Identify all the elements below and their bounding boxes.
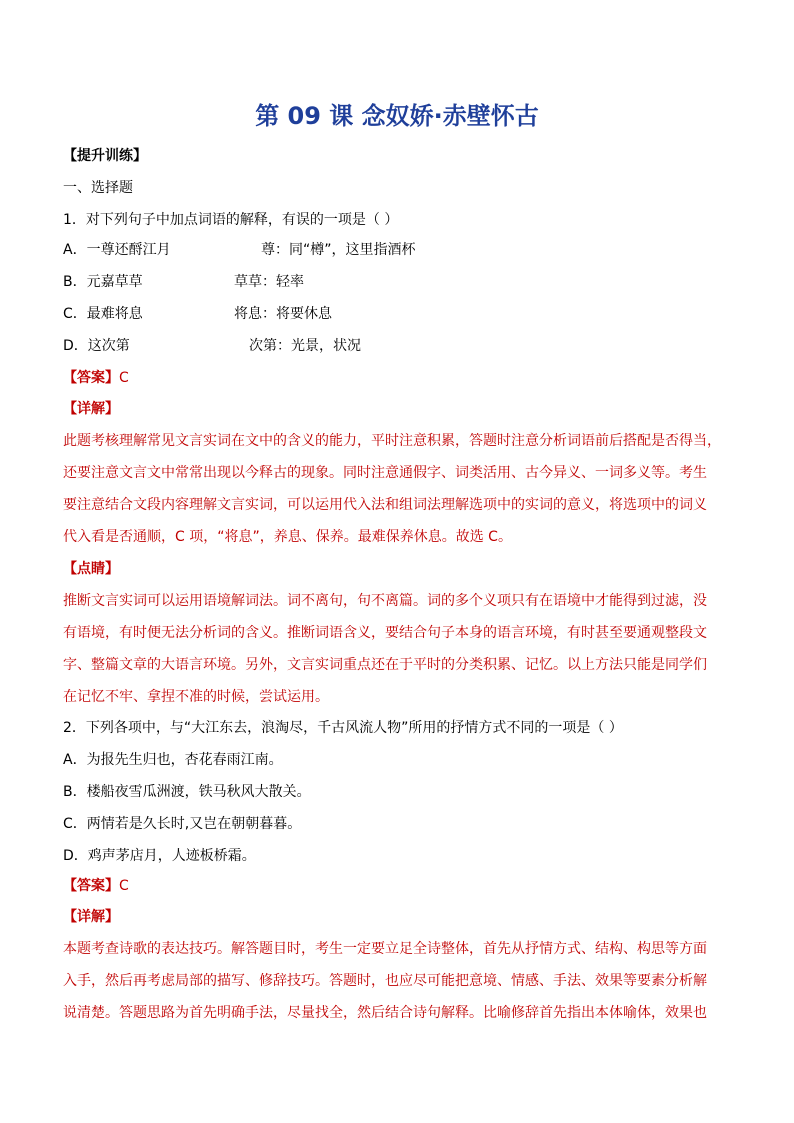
q1-option-d [63, 336, 361, 356]
q1-detail-line: 要注意结合文段内容理解文言实词，可以运用代入法和组词法理解选项中的实词的意义，将选项中的词义 [63, 497, 707, 513]
q1-option-c [63, 304, 332, 324]
q1-option-d-label: D．这次第 [63, 338, 130, 354]
q2-detail-line: 说清楚。答题思路为首先明确手法，尽量找全，然后结合诗句解释。比喻修辞首先指出本体喻体，效果也 [63, 1005, 707, 1021]
q2-detail-line: 入手，然后再考虑局部的描写、修辞技巧。答题时，也应尽可能把意境、情感、手法、效果等要素分析解 [63, 973, 707, 989]
q1-answer-value: C [119, 370, 129, 386]
q1-option-a [63, 240, 416, 260]
q1-detail-text [63, 425, 733, 553]
q1-detail-tag: 【详解】 [63, 401, 119, 417]
q2-detail-text [63, 933, 733, 1029]
q1-tip-line: 在记忆不牢、拿捏不准的时候，尝试运用。 [63, 689, 329, 705]
q2-option-c: C．两情若是久长时,又岂在朝朝暮暮。 [63, 816, 302, 832]
q1-stem: 1．对下列句子中加点词语的解释，有误的一项是（ ） [63, 212, 399, 228]
q1-option-a-def: 尊：同“樽”，这里指酒杯 [261, 242, 416, 258]
q2-answer-value: C [119, 878, 129, 894]
q1-option-d-def: 次第：光景，状况 [249, 338, 361, 354]
q1-detail-line: 代入看是否通顺，C 项，“将息”，养息、保养。最难保养休息。故选 C。 [63, 529, 512, 545]
page-title: 第 09 课 念奴娇·赤壁怀古 [255, 102, 539, 130]
q2-option-d: D．鸡声茅店月，人迹板桥霜。 [63, 848, 256, 864]
section-tag: 【提升训练】 [63, 148, 147, 164]
q1-option-b [63, 272, 304, 292]
q1-detail-line: 此题考核理解常见文言实词在文中的含义的能力，平时注意积累，答题时注意分析词语前后搭配是否得当， [63, 433, 721, 449]
q2-option-b: B．楼船夜雪瓜洲渡，铁马秋风大散关。 [63, 784, 311, 800]
q1-option-b-def: 草草：轻率 [234, 274, 304, 290]
q1-answer-tag: 【答案】 [63, 370, 119, 386]
q1-tip-text [63, 585, 733, 713]
q1-option-c-label: C．最难将息 [63, 306, 143, 322]
q2-detail-line: 本题考查诗歌的表达技巧。解答题目时，考生一定要立足全诗整体，首先从抒情方式、结构、构思等方面 [63, 941, 707, 957]
q2-option-a: A．为报先生归也，杏花春雨江南。 [63, 752, 283, 768]
q1-option-c-def: 将息：将要休息 [234, 306, 332, 322]
q1-tip-line: 字、整篇文章的大语言环境。另外，文言实词重点还在于平时的分类积累、记忆。以上方法只能是同学们 [63, 657, 707, 673]
q1-tip-line: 有语境，有时便无法分析词的含义。推断词语含义，要结合句子本身的语言环境，有时甚至要通观整段文 [63, 625, 707, 641]
q1-option-a-label: A．一尊还酹江月 [63, 242, 171, 258]
q2-detail-tag: 【详解】 [63, 909, 119, 925]
section-heading: 一、选择题 [63, 180, 133, 196]
q2-answer-tag: 【答案】 [63, 878, 119, 894]
q1-detail-line: 还要注意文言文中常常出现以今释古的现象。同时注意通假字、词类活用、古今异义、一词多义等。考生 [63, 465, 707, 481]
q1-tip-tag: 【点睛】 [63, 561, 119, 577]
q1-tip-line: 推断文言实词可以运用语境解词法。词不离句，句不离篇。词的多个义项只有在语境中才能得到过滤，没 [63, 593, 707, 609]
q2-answer [63, 876, 129, 896]
q1-option-b-label: B．元嘉草草 [63, 274, 143, 290]
q2-stem: 2．下列各项中，与“大江东去，浪淘尽，千古风流人物”所用的抒情方式不同的一项是（ ） [63, 720, 623, 736]
q1-answer [63, 368, 129, 388]
